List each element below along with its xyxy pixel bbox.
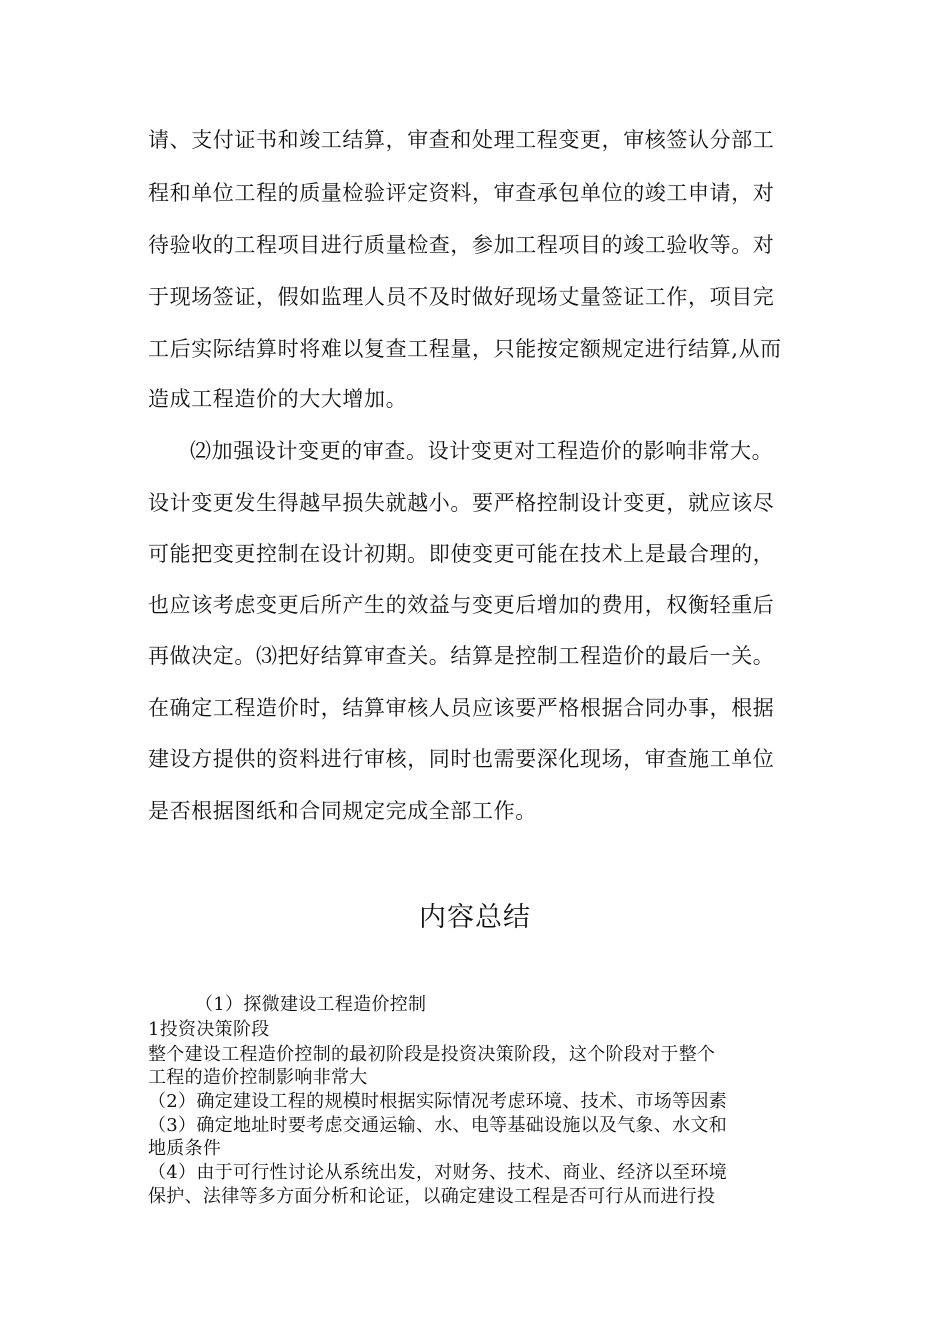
summary-line: （3）确定地址时要考虑交通运输、水、电等基础设施以及气象、水文和 — [148, 1115, 728, 1136]
body-line: 是否根据图纸和合同规定完成全部工作。 — [148, 799, 537, 823]
summary-title: 内容总结 — [419, 902, 531, 933]
body-line: 待验收的工程项目进行质量检查，参加工程项目的竣工验收等。对 — [148, 233, 775, 257]
summary-line: 地质条件 — [148, 1138, 222, 1159]
body-line: 工后实际结算时将难以复查工程量，只能按定额规定进行结算,从而 — [148, 337, 782, 361]
body-line: 设计变更发生得越早损失就越小。要严格控制设计变更，就应该尽 — [148, 491, 775, 515]
summary-line: 工程的造价控制影响非常大 — [148, 1067, 368, 1088]
summary-line: （2）确定建设工程的规模时根据实际情况考虑环境、技术、市场等因素 — [148, 1091, 728, 1112]
body-line: 再做决定。⑶把好结算审查关。结算是控制工程造价的最后一关。 — [148, 644, 775, 668]
summary-line: 1投资决策阶段 — [148, 1019, 270, 1040]
summary-line: 保护、法律等多方面分析和论证，以确定建设工程是否可行从而进行投 — [148, 1186, 716, 1207]
body-line: 在确定工程造价时，结算审核人员应该要严格根据合同办事，根据 — [148, 696, 775, 720]
body-line: 建设方提供的资料进行审核，同时也需要深化现场，审查施工单位 — [148, 747, 775, 771]
body-line: 也应该考虑变更后所产生的效益与变更后增加的费用，权衡轻重后 — [148, 593, 775, 617]
summary-line: （4）由于可行性讨论从系统出发，对财务、技术、商业、经济以至环境 — [148, 1162, 728, 1183]
body-line: 于现场签证，假如监理人员不及时做好现场丈量签证工作，项目完 — [148, 285, 775, 309]
body-line: 程和单位工程的质量检验评定资料，审查承包单位的竣工申请，对 — [148, 181, 775, 205]
body-line: 可能把变更控制在设计初期。即使变更可能在技术上是最合理的， — [148, 542, 775, 566]
body-line: ⑵加强设计变更的审查。设计变更对工程造价的影响非常大。 — [190, 439, 774, 463]
summary-line: （1）探微建设工程造价控制 — [195, 994, 427, 1015]
summary-line: 整个建设工程造价控制的最初阶段是投资决策阶段，这个阶段对于整个 — [148, 1044, 716, 1065]
body-line: 造成工程造价的大大增加。 — [148, 387, 408, 411]
body-line: 请、支付证书和竣工结算，审查和处理工程变更，审核签认分部工 — [148, 128, 775, 152]
